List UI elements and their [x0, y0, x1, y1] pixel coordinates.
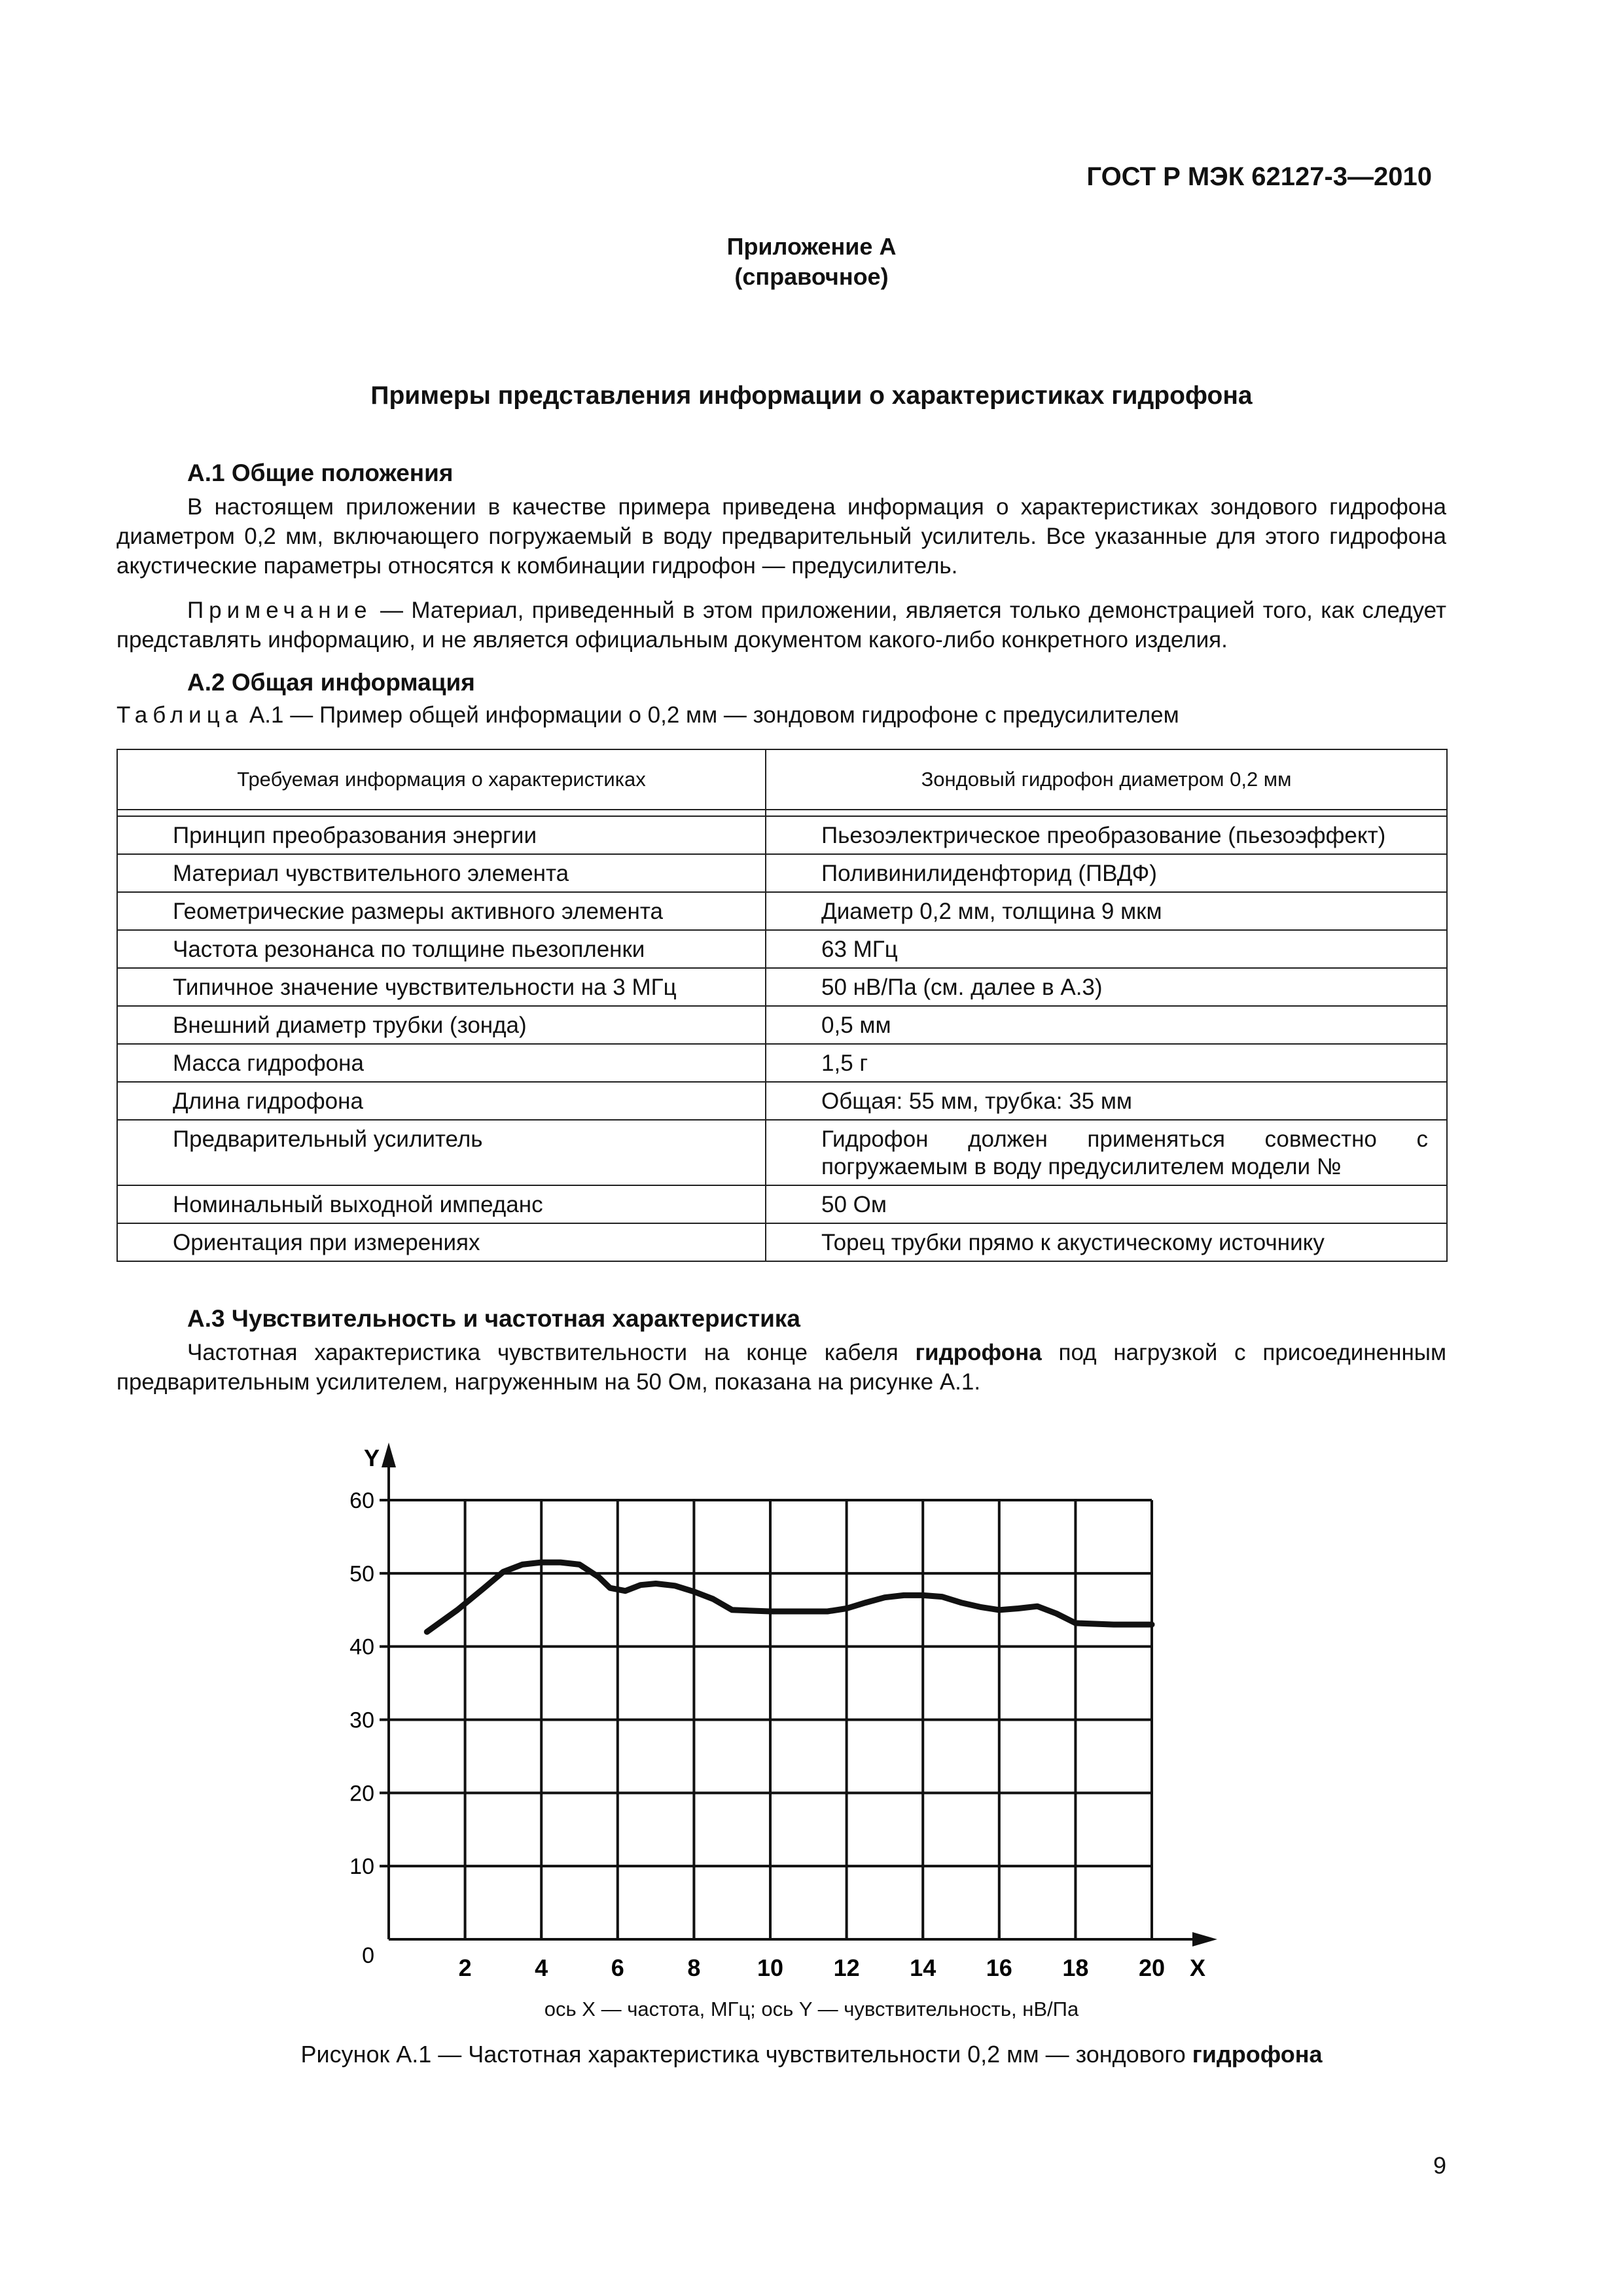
chart-tick-labels	[349, 1488, 1165, 1981]
table-cell-requirement: Частота резонанса по толщине пьезопленки	[117, 930, 766, 968]
section-a1-heading: А.1 Общие положения	[187, 459, 454, 486]
note-label: Примечание	[187, 598, 372, 623]
table-cell-value: 50 нВ/Па (см. далее в А.3)	[766, 968, 1447, 1006]
x-tick-label: 14	[910, 1954, 936, 1981]
table-header-value: Зондовый гидрофон диаметром 0,2 мм	[766, 749, 1447, 810]
table-cell-requirement: Принцип преобразования энергии	[117, 816, 766, 854]
section-a3-heading: А.3 Чувствительность и частотная характеристика	[187, 1305, 800, 1332]
x-tick-label: 4	[535, 1954, 548, 1981]
x-axis-arrow	[1192, 1932, 1217, 1946]
table-cell-requirement: Внешний диаметр трубки (зонда)	[117, 1006, 766, 1044]
x-tick-label: 8	[687, 1954, 701, 1981]
y-tick-label: 20	[349, 1781, 374, 1806]
table-label: Таблица	[116, 702, 243, 728]
y-tick-label: 10	[349, 1854, 374, 1880]
x-axis-label: X	[1190, 1954, 1206, 1981]
table-cell-value: Диаметр 0,2 мм, толщина 9 мкм	[766, 892, 1447, 930]
section-a3-text-1: Частотная характеристика чувствительности на конце кабеля	[187, 1340, 916, 1365]
table-cell-value: Торец трубки прямо к акустическому источнику	[766, 1223, 1447, 1261]
y-axis-label: Y	[364, 1444, 380, 1471]
table-cell-requirement: Геометрические размеры активного элемента	[117, 892, 766, 930]
y-axis-arrow	[382, 1443, 396, 1467]
table-cell-requirement: Типичное значение чувствительности на 3 МГц	[117, 968, 766, 1006]
table-cell-value: 63 МГц	[766, 930, 1447, 968]
section-a3-text-bold: гидрофона	[915, 1340, 1042, 1365]
table-cell-value: 1,5 г	[766, 1044, 1447, 1082]
table-cell-requirement: Длина гидрофона	[117, 1082, 766, 1120]
table-cell-value: 0,5 мм	[766, 1006, 1447, 1044]
table-cell-requirement: Предварительный усилитель	[117, 1120, 766, 1185]
x-tick-label: 20	[1138, 1954, 1166, 1981]
table-cell-requirement: Материал чувствительного элемента	[117, 854, 766, 892]
x-tick-label: 18	[1062, 1954, 1089, 1981]
table-caption-text: А.1 — Пример общей информации о 0,2 мм — зондовом гидрофоне с предусилителем	[243, 702, 1179, 728]
table-cell-value: Поливинилиденфторид (ПВДФ)	[766, 854, 1447, 892]
standard-number: ГОСТ Р МЭК 62127-3—2010	[1086, 162, 1432, 191]
figure-caption-text: Рисунок А.1 — Частотная характеристика чувствительности 0,2 мм — зондового	[300, 2041, 1192, 2068]
section-a3-text-2: под нагрузкой с присоединенным предварительным усилителем, нагруженным на 50 Ом, показана на рисунке А.1.	[116, 1340, 1447, 1395]
table-cell-value: Гидрофон должен применяться совместно с погружаемым в воду предусилителем модели №	[766, 1120, 1447, 1185]
x-tick-label: 2	[458, 1954, 472, 1981]
table-cell-value: Пьезоэлектрическое преобразование (пьезоэффект)	[766, 816, 1447, 854]
annex-subtitle: (справочное)	[734, 263, 889, 290]
table-cell-requirement: Ориентация при измерениях	[117, 1223, 766, 1261]
y-tick-label: 0	[362, 1943, 374, 1968]
table-cell-requirement: Масса гидрофона	[117, 1044, 766, 1082]
table-cell-value: 50 Ом	[766, 1185, 1447, 1223]
annex-title: Приложение А	[726, 233, 897, 260]
axis-caption: ось X — частота, МГц; ось Y — чувствительность, нВ/Па	[544, 1998, 1079, 2020]
main-title: Примеры представления информации о характеристиках гидрофона	[370, 382, 1253, 410]
x-tick-label: 10	[757, 1954, 784, 1981]
y-tick-label: 60	[349, 1488, 374, 1513]
section-a1-text: В настоящем приложении в качестве примера приведена информация о характеристиках зондового гидрофона диаметром 0,2 мм, включающего погружаемый в воду предварительный усилитель. Все указанные для этого гидрофона акустические параметры относятся к комбинации гидрофон — предусилитель.	[116, 494, 1446, 579]
x-tick-label: 12	[833, 1954, 860, 1981]
chart-grid	[380, 1500, 1152, 1939]
figure-caption-bold: гидрофона	[1192, 2041, 1323, 2068]
x-tick-label: 6	[611, 1954, 624, 1981]
table-header-requirement: Требуемая информация о характеристиках	[117, 749, 766, 810]
y-tick-label: 30	[349, 1708, 374, 1733]
table-cell-value: Общая: 55 мм, трубка: 35 мм	[766, 1082, 1447, 1120]
page-number: 9	[1433, 2152, 1446, 2179]
table-cell-requirement: Номинальный выходной импеданс	[117, 1185, 766, 1223]
y-tick-label: 50	[349, 1561, 374, 1587]
note-text: — Материал, приведенный в этом приложении, является только демонстрацией того, как следует представлять информацию, и не является официальным документом какого-либо конкретного изделия.	[116, 598, 1446, 653]
y-tick-label: 40	[349, 1634, 374, 1660]
chart-axes	[382, 1443, 1217, 1946]
figure-caption	[0, 2041, 1623, 2068]
section-a2-heading: А.2 Общая информация	[187, 669, 475, 696]
x-tick-label: 16	[986, 1954, 1012, 1981]
